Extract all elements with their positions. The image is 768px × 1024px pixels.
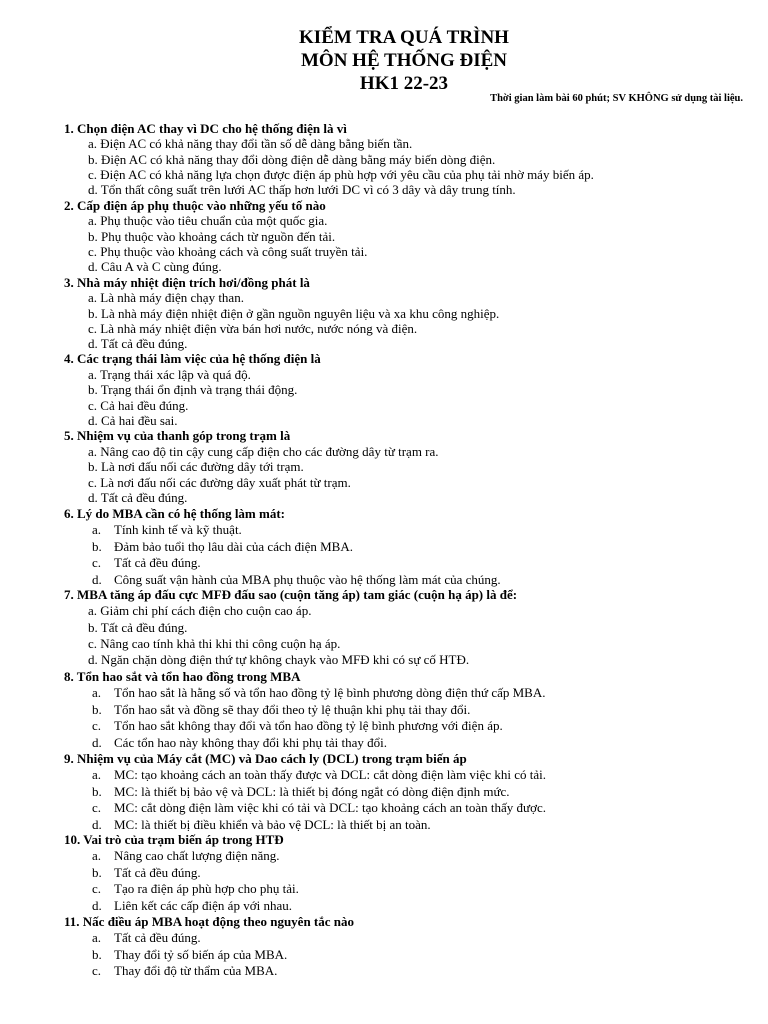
option-text: Tổn thất công suất trên lưới AC thấp hơn lưới DC vì có 3 dây và dây trung tính. xyxy=(97,182,516,198)
option-text: MC: cắt dòng điện làm việc khi có tải và DCL: tạo khoảng cách an toàn thấy được. xyxy=(114,800,546,816)
option-text: Tổn hao sắt và đồng sẽ thay đổi theo tỷ lệ thuận khi phụ tải thay đổi. xyxy=(114,701,471,717)
answer-option xyxy=(88,244,367,259)
option-text: Nâng cao chất lượng điện năng. xyxy=(114,848,280,864)
option-letter: b. xyxy=(92,783,102,799)
answer-option xyxy=(88,182,516,197)
question-title: 6. Lý do MBA cần có hệ thống làm mát: xyxy=(64,506,285,521)
option-text: Ngăn chặn dòng điện thứ tự không chayk vào MFĐ khi có sự cố HTĐ. xyxy=(97,652,470,668)
option-letter: c. xyxy=(88,166,98,182)
question-title: 4. Các trạng thái làm việc của hệ thống điện là xyxy=(64,351,321,366)
option-text: Công suất vận hành của MBA phụ thuộc vào hệ thống làm mát của chúng. xyxy=(114,571,501,587)
option-text: Đảm bảo tuổi thọ lâu dài của cách điện MBA. xyxy=(114,538,353,554)
option-text: Tính kinh tế và kỹ thuật. xyxy=(114,522,242,538)
answer-option xyxy=(88,229,335,244)
answer-option xyxy=(88,413,178,428)
option-text: Là nơi đấu nối các đường dây tới trạm. xyxy=(97,459,304,474)
answer-option xyxy=(88,459,304,474)
option-text: Cả hai đều đúng. xyxy=(97,397,189,413)
option-letter: a. xyxy=(88,603,98,619)
option-text: Trạng thái xác lập và quá độ. xyxy=(97,366,251,382)
option-text: Điện AC có khả năng lựa chọn được điện áp phù hợp với yêu cầu của phụ tải nhờ máy biến áp. xyxy=(97,166,594,182)
option-text: Tất cả đều đúng. xyxy=(97,619,188,635)
option-text: Phụ thuộc vào tiêu chuẩn của một quốc gia. xyxy=(97,213,328,229)
option-letter: d. xyxy=(88,413,98,428)
question-title: 1. Chọn điện AC thay vì DC cho hệ thống điện là vì xyxy=(64,121,347,136)
answer-option xyxy=(88,636,340,651)
option-letter: d. xyxy=(88,259,98,275)
question-title: 3. Nhà máy nhiệt điện trích hơi/đồng phát là xyxy=(64,275,310,290)
option-letter: c. xyxy=(92,881,102,897)
option-letter: d. xyxy=(88,490,98,505)
option-text: Câu A và C cùng đúng. xyxy=(97,259,222,275)
option-text: Tất cả đều đúng. xyxy=(114,864,201,880)
answer-option xyxy=(88,152,495,167)
question-title: 2. Cấp điện áp phụ thuộc vào những yếu tố nào xyxy=(64,198,326,213)
question-title: 11. Nấc điều áp MBA hoạt động theo nguyên tắc nào xyxy=(64,914,355,929)
option-text: Cả hai đều sai. xyxy=(97,413,178,428)
option-letter: a. xyxy=(88,290,98,306)
option-text: Tất cả đều đúng. xyxy=(97,336,188,352)
answer-option xyxy=(88,398,188,413)
option-letter: b. xyxy=(88,305,98,321)
option-text: Thay đổi tỷ số biến áp của MBA. xyxy=(114,946,288,962)
option-letter: a. xyxy=(88,213,98,229)
option-letter: a. xyxy=(92,848,102,864)
answer-option xyxy=(88,213,327,228)
option-text: Thay đổi độ từ thẩm của MBA. xyxy=(114,963,278,979)
option-text: Điện AC có khả năng thay đổi tần số dễ dàng bằng biến tần. xyxy=(97,136,413,152)
subject-title: MÔN HỆ THỐNG ĐIỆN xyxy=(300,50,508,71)
option-text: Tạo ra điện áp phù hợp cho phụ tải. xyxy=(114,881,299,897)
answer-option xyxy=(88,321,417,336)
option-text: Các tổn hao này không thay đổi khi phụ tải thay đổi. xyxy=(114,734,387,750)
answer-option xyxy=(88,259,222,274)
option-text: Tổn hao sắt là hằng số và tổn hao đồng tỷ lệ bình phương dòng điện thứ cấp MBA. xyxy=(114,685,546,701)
option-letter: d. xyxy=(88,652,98,668)
option-text: MC: là thiết bị điều khiển và bảo vệ DCL: là thiết bị an toàn. xyxy=(114,816,431,832)
option-text: Tất cả đều đúng. xyxy=(114,555,201,571)
option-text: MC: tạo khoảng cách an toàn thấy được và DCL: cắt dòng điện làm việc khi có tải. xyxy=(114,767,546,783)
option-text: Liên kết các cấp điện áp với nhau. xyxy=(114,897,292,913)
option-text: Là nhà máy điện nhiệt điện ở gần nguồn nguyên liệu và xa khu công nghiệp. xyxy=(97,305,500,321)
option-text: Là nhà máy điện chạy than. xyxy=(97,290,244,306)
answer-option xyxy=(88,290,244,305)
option-text: Nâng cao tính khả thi khi thi công cuộn hạ áp. xyxy=(97,635,341,651)
answer-option xyxy=(88,367,251,382)
option-letter: b. xyxy=(92,538,102,554)
option-text: Phụ thuộc vào khoảng cách và công suất truyền tải. xyxy=(97,243,368,259)
option-letter: a. xyxy=(92,522,102,538)
option-letter: c. xyxy=(88,320,98,336)
answer-option xyxy=(88,167,594,182)
option-letter: a. xyxy=(92,685,102,701)
option-text: Tất cả đều đúng. xyxy=(114,930,201,946)
option-letter: a. xyxy=(88,136,98,152)
option-text: Là nơi đấu nối các đường dây xuất phát từ trạm. xyxy=(97,474,351,490)
option-letter: c. xyxy=(88,243,98,259)
option-letter: a. xyxy=(92,930,102,946)
option-letter: b. xyxy=(88,619,98,635)
question-title: 8. Tổn hao sắt và tổn hao đồng trong MBA xyxy=(64,669,301,684)
option-letter: d. xyxy=(92,816,102,832)
option-letter: c. xyxy=(92,555,102,571)
option-text: MC: là thiết bị bảo vệ và DCL: là thiết bị đóng ngắt có dòng điện định mức. xyxy=(114,783,510,799)
option-letter: b. xyxy=(92,946,102,962)
option-letter: a. xyxy=(88,366,98,382)
option-letter: b. xyxy=(88,151,98,167)
question-title: 10. Vai trò của trạm biến áp trong HTĐ xyxy=(64,832,284,847)
answer-option xyxy=(88,382,297,397)
option-letter: c. xyxy=(88,397,98,413)
option-text: Giảm chi phí cách điện cho cuộn cao áp. xyxy=(97,603,312,619)
answer-option xyxy=(88,620,187,635)
option-letter: a. xyxy=(88,443,98,459)
option-letter: b. xyxy=(88,228,98,244)
answer-option xyxy=(88,603,311,618)
question-title: 5. Nhiệm vụ của thanh góp trong trạm là xyxy=(64,428,291,443)
option-letter: c. xyxy=(88,635,98,651)
answer-option xyxy=(88,475,351,490)
option-letter: b. xyxy=(88,459,98,474)
option-text: Trạng thái ổn định và trạng thái động. xyxy=(97,382,298,397)
option-letter: d. xyxy=(88,182,98,198)
option-letter: c. xyxy=(92,963,102,979)
option-letter: c. xyxy=(92,718,102,734)
exam-instructions: Thời gian làm bài 60 phút; SV KHÔNG sử dụng tài liệu. xyxy=(490,93,743,104)
option-letter: c. xyxy=(92,800,102,816)
option-letter: d. xyxy=(92,897,102,913)
answer-option xyxy=(88,136,412,151)
option-letter: d. xyxy=(92,734,102,750)
option-letter: b. xyxy=(92,701,102,717)
exam-title: KIỂM TRA QUÁ TRÌNH xyxy=(299,27,509,48)
option-text: Nâng cao độ tin cậy cung cấp điện cho các đường dây từ trạm ra. xyxy=(97,443,439,459)
option-text: Phụ thuộc vào khoảng cách từ nguồn đến tải. xyxy=(97,228,336,244)
question-title: 9. Nhiệm vụ của Máy cắt (MC) và Dao cách ly (DCL) trong trạm biến áp xyxy=(64,751,467,766)
option-text: Tất cả đều đúng. xyxy=(97,490,188,505)
option-letter: d. xyxy=(88,336,98,352)
option-text: Tổn hao sắt không thay đổi và tổn hao đồng tỷ lệ bình phương với điện áp. xyxy=(114,718,503,734)
option-letter: d. xyxy=(92,571,102,587)
question-title: 7. MBA tăng áp đấu cực MFĐ đấu sao (cuộn tăng áp) tam giác (cuộn hạ áp) là để: xyxy=(64,587,518,602)
option-letter: a. xyxy=(92,767,102,783)
answer-option xyxy=(88,444,439,459)
answer-option xyxy=(88,306,499,321)
answer-option xyxy=(88,336,187,351)
option-text: Điện AC có khả năng thay đổi dòng điện dễ dàng bằng máy biến dòng điện. xyxy=(97,151,496,167)
option-letter: c. xyxy=(88,474,98,490)
option-letter: b. xyxy=(92,864,102,880)
answer-option xyxy=(88,490,187,505)
option-letter: b. xyxy=(88,382,98,397)
option-text: Là nhà máy nhiệt điện vừa bán hơi nước, nước nóng và điện. xyxy=(97,320,418,336)
semester-title: HK1 22-23 xyxy=(359,73,449,94)
answer-option xyxy=(88,652,469,667)
